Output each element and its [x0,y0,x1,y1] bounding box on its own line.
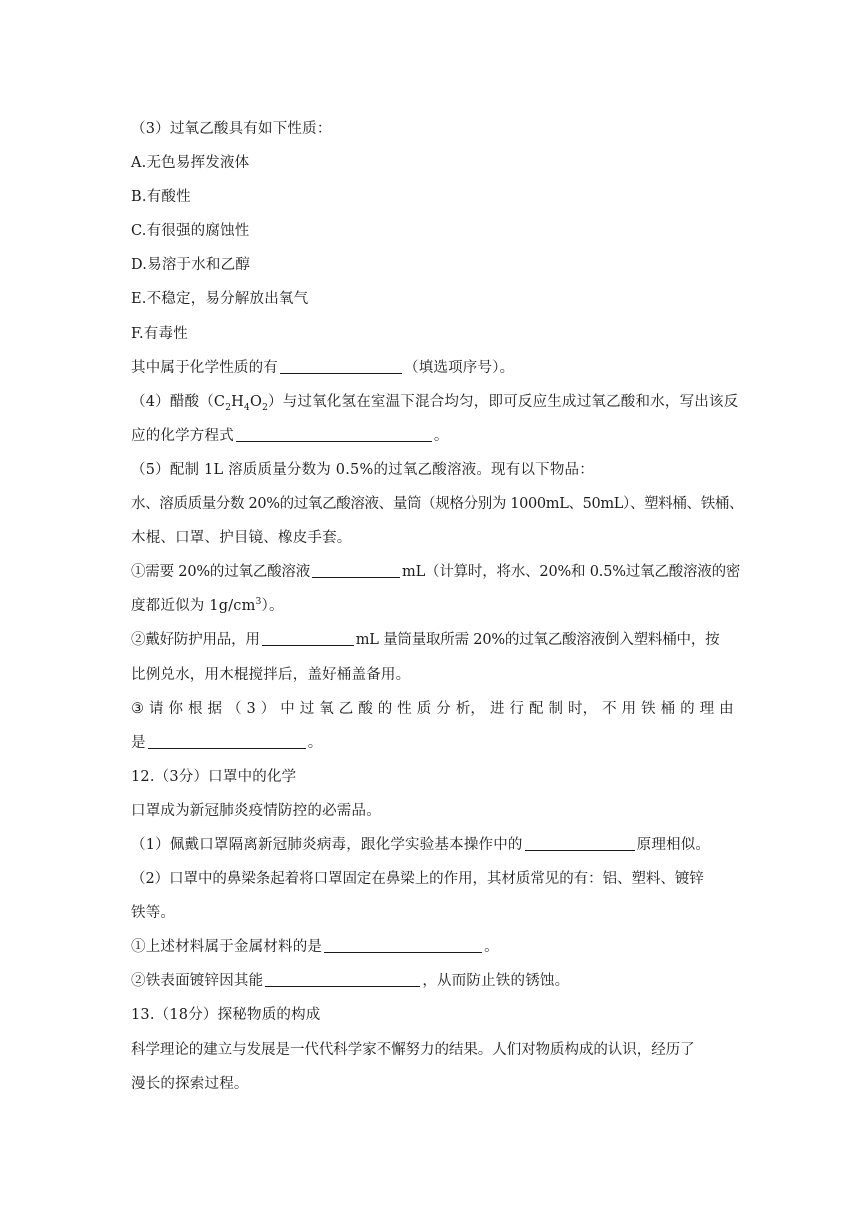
q3-option-f: F.有毒性 [131,325,188,342]
q5-step3-char: 性 [397,700,412,717]
q5-step3-char: 铁 [641,700,656,717]
q5-step3-char: 桶 [660,700,676,717]
q5-step3-char: 请 [149,700,164,717]
q12-part2-line-1: （2）口罩中的鼻梁条起着将口罩固定在鼻梁上的作用，其材质常见的有：铝、塑料、镀锌 [131,871,704,888]
q4-o: O [249,393,263,410]
q4-sub-h: 4 [244,402,250,413]
q12-part2-sub1-period: 。 [484,939,499,956]
q4-h: H [231,393,245,410]
q5-step2-text: ②戴好防护用品，用 [131,632,260,649]
q3-option-a: A.无色易挥发液体 [131,155,250,172]
q12-part1-text: （1）佩戴口罩隔离新冠肺炎病毒，跟化学实验基本操作中的 [131,836,523,853]
document-page [131,112,744,1101]
q3-prompt-suffix: （填选项序号）。 [404,359,515,376]
q12-part1-suffix: 原理相似。 [636,836,711,853]
q5-step1-blank[interactable] [312,563,400,578]
q5-step3-char: 根 [188,700,203,717]
q13-heading: 13.（18分）探秘物质的构成 [131,1007,321,1024]
q3-option-b: B.有酸性 [131,189,191,206]
q12-part2-sub1 [131,930,734,964]
q5-step1-end: ）。 [261,598,284,615]
q5-step1-density: 度都近似为 1g/cm [131,598,256,615]
q5-step3-char: 质 [416,700,432,717]
q5-step1-line-1 [131,555,741,589]
q5-step3-char: 不 [602,700,617,717]
q5-step3-char: 由 [719,700,734,717]
q5-items-line-1: 水、溶质质量分数 20%的过氧乙酸溶液、量筒（规格分别为 1000mL、50mL）、塑料桶、铁桶、 [131,496,744,513]
q5-step3-char: 理 [699,700,715,717]
q13-line-2: 漫长的探索过程。 [131,1075,249,1092]
q5-step3-char: 乙 [338,700,354,717]
q12-part2-sub2 [131,964,734,998]
q4-equation-label: 应的化学方程式 [131,427,234,444]
q5-step3-period: 。 [307,734,323,751]
q5-step3-line-1 [131,692,734,726]
q12-intro: 口罩成为新冠肺炎疫情防控的必需品。 [131,802,381,819]
q4-text-end: ）与过氧化氢在室温下混合均匀，即可反应生成过氧乙酸和水，写出该反 [268,393,739,410]
q5-step3-char: 分 [436,700,451,717]
q3-option-d: D.易溶于水和乙醇 [131,257,251,274]
q12-part1 [131,828,734,862]
q12-part2-sub2-suffix: ，从而防止铁的锈蚀。 [422,973,570,990]
q5-step3-char: 氧 [319,700,334,717]
q5-step3-char: 的 [377,700,393,717]
q5-step3-char: 进 [489,700,505,717]
q5-step3-char: 酸 [358,700,373,717]
q5-step3-char: 过 [299,700,315,717]
q3-answer-blank[interactable] [280,359,402,374]
q3-prompt-text: 其中属于化学性质的有 [131,359,278,376]
q5-step3-blank[interactable] [148,734,306,749]
q5-step3-char: 3 [246,700,256,717]
q12-part2-sub2-blank[interactable] [265,972,420,987]
q3-option-c: C.有很强的腐蚀性 [131,223,250,240]
q4-sub-o: 2 [262,402,268,413]
q5-step1-suffix: mL（计算时，将水、20%和 0.5%过氧乙酸溶液的密 [402,564,741,581]
q4-equation-blank[interactable] [236,427,432,442]
q12-part2-sub1-text: ①上述材料属于金属材料的是 [131,939,323,956]
q5-step2-line-2: 比例兑水，用木棍搅拌后，盖好桶盖备用。 [131,666,411,683]
q12-part2-sub2-text: ②铁表面镀锌因其能 [131,973,264,990]
q5-step1-sup: 3 [255,597,262,608]
q13-line-1: 科学理论的建立与发展是一代代科学家不懈努力的结果。人们对物质构成的认识，经历了 [131,1041,695,1058]
q5-step3-char: 行 [509,700,525,717]
q5-step3-char: 析， [455,700,486,717]
q5-step3-is: 是 [131,734,146,751]
q5-step2-blank[interactable] [262,631,354,646]
q3-prompt [131,351,734,385]
q4-text-start: （4）醋酸（C [131,393,226,410]
q5-step3-char: ③ [131,700,145,717]
q12-heading: 12.（3分）口罩中的化学 [131,768,297,785]
q5-step3-char: 配 [528,700,544,717]
q5-items-line-2: 木棍、口罩、护目镜、橡皮手套。 [131,530,352,547]
q12-part2-sub1-blank[interactable] [324,938,482,953]
q5-step3-char: 据 [207,700,223,717]
q5-step3-char: 用 [621,700,637,717]
q5-step1-line-2 [131,589,734,623]
q5-step1-text: ①需要 20%的过氧乙酸溶液 [131,564,311,581]
q4-sub-c: 2 [225,402,232,413]
q4-line-1 [131,385,739,419]
q4-line-2 [131,419,734,453]
q5-step3-char: 中 [280,700,295,717]
q5-step2-line-1 [131,623,734,657]
q5-step3-char: 制 [548,700,564,717]
q5-step2-suffix: mL 量筒量取所需 20%的过氧乙酸溶液倒入塑料桶中，按 [355,632,720,649]
q5-step3-line-2 [131,726,734,760]
q12-part1-blank[interactable] [525,836,635,851]
q5-step3-char: 你 [168,700,184,717]
q5-step3-char: 的 [680,700,695,717]
q5-title: （5）配制 1L 溶质质量分数为 0.5%的过氧乙酸溶液。现有以下物品： [131,461,594,478]
q3-option-e: E.不稳定，易分解放出氧气 [131,291,309,308]
q12-part2-line-2: 铁等。 [131,905,176,922]
q5-step3-char: （ [227,700,242,717]
q3-title: （3）过氧乙酸具有如下性质： [131,121,332,137]
q5-step3-char: ） [260,700,276,717]
q5-step3-char: 时， [567,700,598,717]
q4-period: 。 [433,427,449,444]
